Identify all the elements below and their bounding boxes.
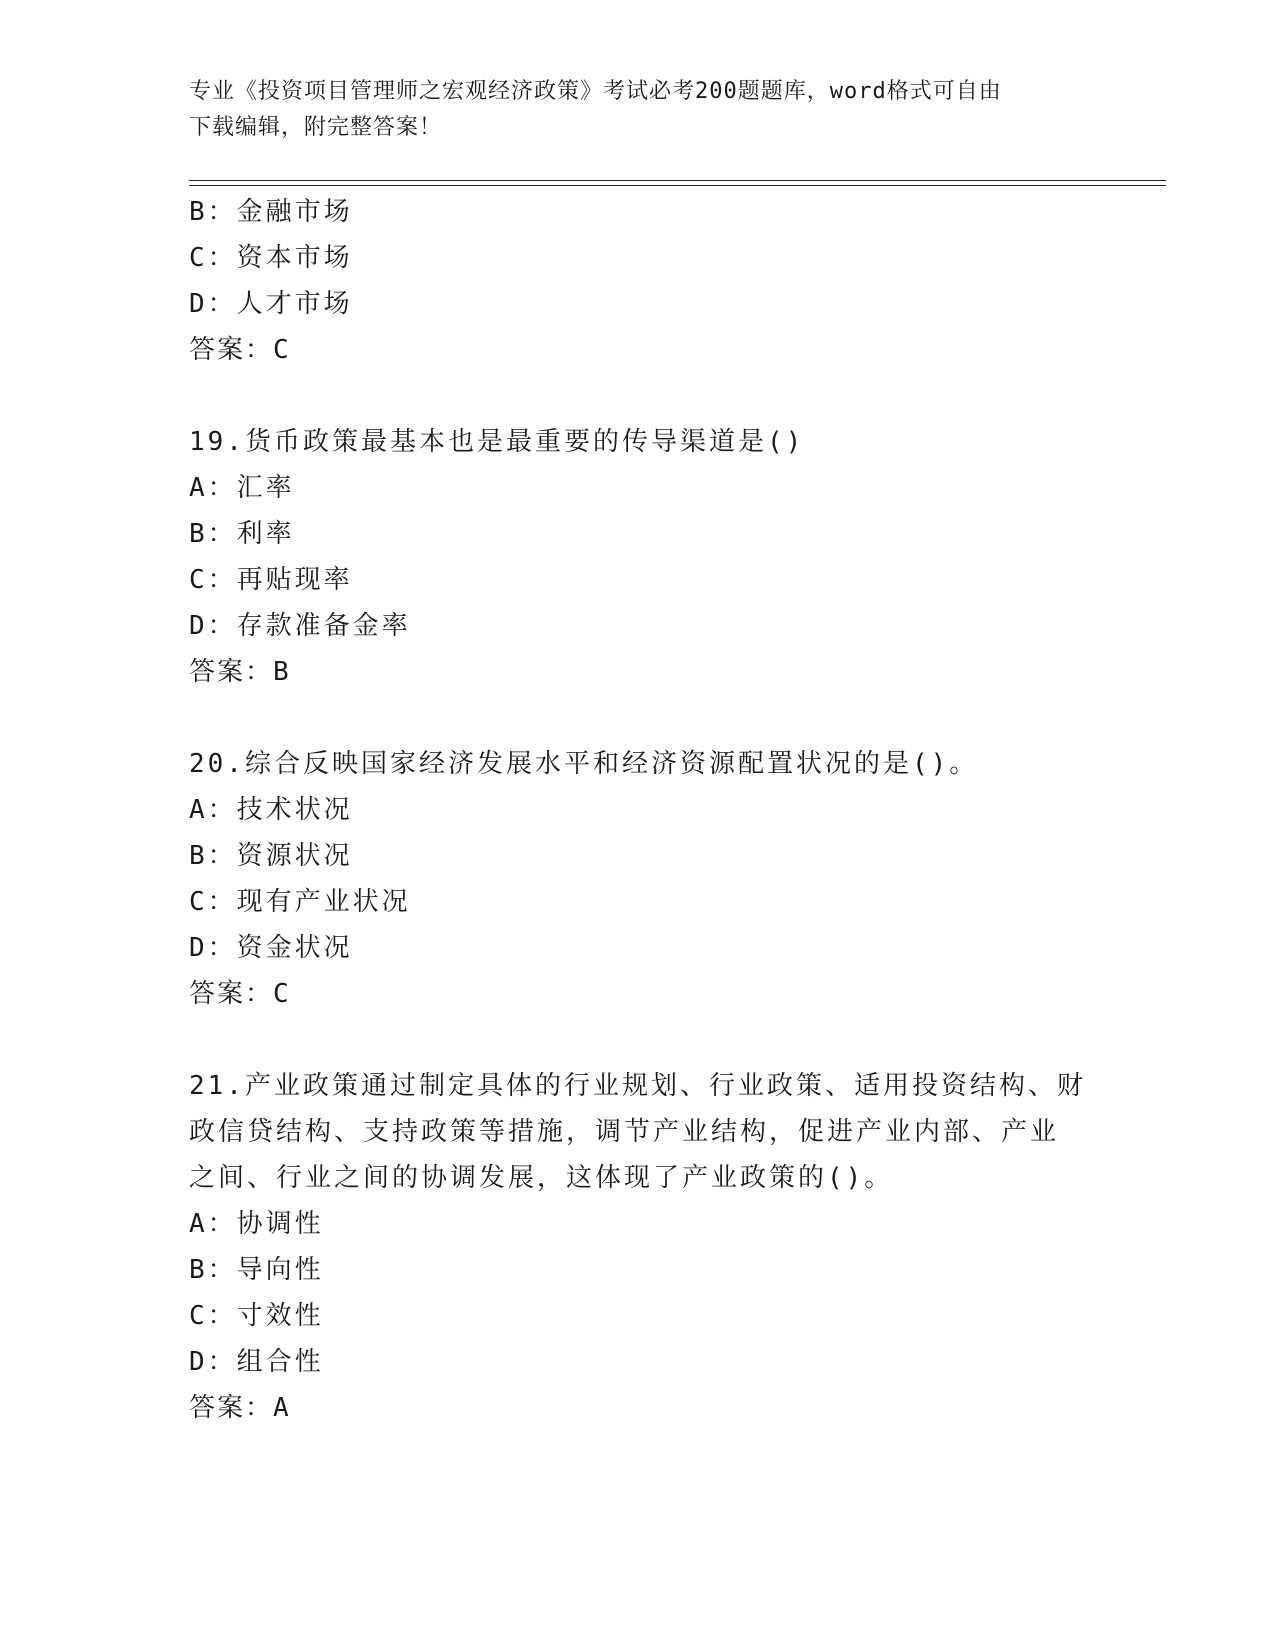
question-text-line-1: 21.产业政策通过制定具体的行业规划、行业政策、适用投资结构、财 [189,1071,1086,1101]
header-divider-bottom [189,185,1166,186]
option-a: A：技术状况 [189,795,353,825]
option-c: C：寸效性 [189,1301,324,1331]
option-d: D：人才市场 [189,289,353,319]
option-d: D：存款准备金率 [189,611,411,641]
question-text: 19.货币政策最基本也是最重要的传导渠道是() [189,427,805,457]
option-b: B：金融市场 [189,197,353,227]
option-c: C：资本市场 [189,243,353,273]
question-text: 20.综合反映国家经济发展水平和经济资源配置状况的是()。 [189,749,979,779]
option-a: A：汇率 [189,473,295,503]
question-text-line-3: 之间、行业之间的协调发展，这体现了产业政策的()。 [189,1163,894,1193]
option-b: B：资源状况 [189,841,353,871]
answer: 答案：A [189,1393,291,1423]
header-line-2: 下载编辑，附完整答案！ [189,115,443,140]
option-b: B：利率 [189,519,295,549]
header-divider-top [189,180,1166,181]
question-20 [189,741,1089,1017]
option-d: D：组合性 [189,1347,324,1377]
question-21 [189,1063,1089,1431]
option-d: D：资金状况 [189,933,353,963]
document-header [189,74,1069,146]
question-list [189,189,1089,1431]
answer: 答案：B [189,657,291,687]
option-a: A：协调性 [189,1209,324,1239]
option-c: C：再贴现率 [189,565,353,595]
option-b: B：导向性 [189,1255,324,1285]
answer: 答案：C [189,335,291,365]
answer: 答案：C [189,979,291,1009]
question-text-line-2: 政信贷结构、支持政策等措施，调节产业结构，促进产业内部、产业 [189,1117,1060,1147]
question-19 [189,419,1089,695]
header-line-1: 专业《投资项目管理师之宏观经济政策》考试必考200题题库，word格式可自由 [189,79,1002,104]
question-18-tail [189,189,1089,373]
option-c: C：现有产业状况 [189,887,411,917]
